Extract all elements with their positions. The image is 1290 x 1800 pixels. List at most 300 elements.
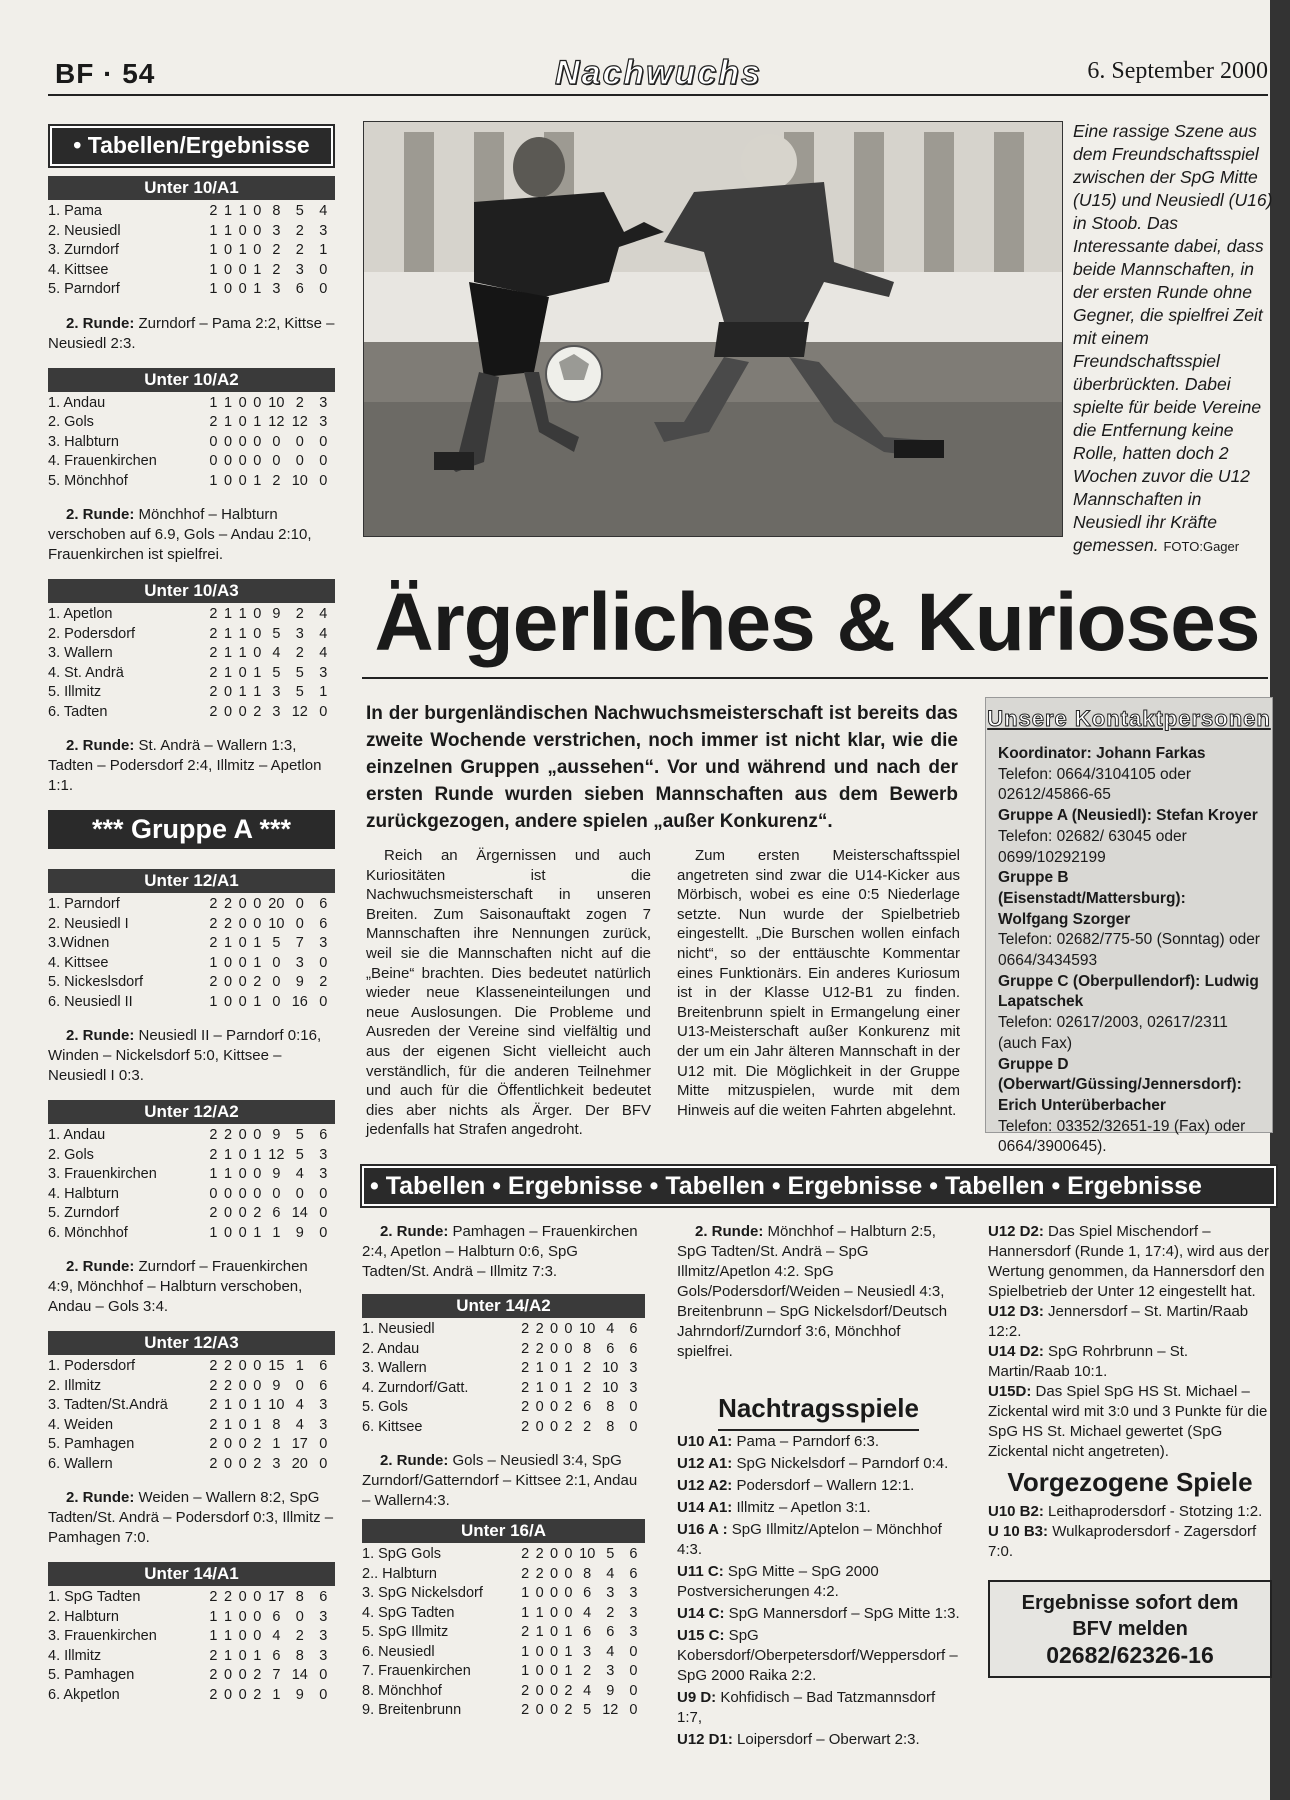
round-note	[362, 1222, 645, 1282]
round-text: Zurndorf – Pama 2:2, Kittse – Neusiedl 2:3.	[48, 314, 335, 352]
stat-cell: 3	[583, 1643, 592, 1660]
contact-entry	[998, 806, 1260, 868]
team-name: 2. Andau	[362, 1340, 420, 1357]
stat-cell: 2	[521, 1682, 530, 1699]
stat-cell: 0	[238, 1416, 247, 1433]
stat-cell: 17	[291, 1436, 308, 1452]
stat-cell: 2	[564, 1399, 573, 1415]
league-table	[48, 1357, 335, 1474]
stat-cell: 5	[295, 684, 304, 700]
contact-entry	[998, 868, 1260, 972]
nachtrag-item	[677, 1498, 960, 1518]
stat-cell: 0	[549, 1360, 559, 1376]
league-table	[48, 1126, 335, 1243]
stat-cell: 1	[209, 993, 218, 1010]
stat-cell: 0	[238, 703, 247, 720]
stat-cell: 2	[583, 1418, 592, 1435]
stat-cell: 0	[224, 1455, 233, 1472]
stat-cell: 1	[209, 222, 218, 239]
stat-cell: 2	[209, 1686, 218, 1703]
stat-cell: 0	[319, 472, 328, 489]
stat-cell: 9	[272, 1377, 281, 1394]
team-name: 4. Zurndorf/Gatt.	[362, 1379, 469, 1396]
stat-cell: 2	[319, 974, 328, 990]
stat-cell: 2	[209, 703, 218, 720]
table-row	[48, 644, 335, 664]
stat-cell: 8	[272, 203, 281, 219]
round-note	[48, 505, 335, 565]
stat-cell: 1	[224, 1416, 233, 1433]
stat-cell: 5	[295, 203, 304, 219]
stat-cell: 4	[272, 1628, 281, 1644]
stat-cell: 5	[295, 1127, 304, 1143]
stat-cell: 0	[295, 1608, 304, 1625]
stat-cell: 1	[253, 1397, 262, 1413]
item-text: Illmitz – Apetlon 3:1.	[732, 1499, 871, 1516]
table-row	[48, 1165, 335, 1185]
stat-cell: 6	[319, 1589, 328, 1605]
table-row	[48, 433, 335, 453]
league-table	[48, 202, 335, 300]
table-row	[362, 1584, 645, 1604]
stat-cell: 0	[549, 1379, 559, 1396]
stat-cell: 12	[268, 414, 285, 430]
stat-cell: 2	[224, 1377, 233, 1394]
stat-cell: 1	[253, 1146, 262, 1163]
item-label: U12 D1:	[677, 1731, 733, 1748]
round-text: St. Andrä – Wallern 1:3, Tadten – Podersdorf 2:4, Illmitz – Apetlon 1:1.	[48, 737, 322, 794]
nachtrag-item	[677, 1432, 960, 1452]
stat-cell: 0	[253, 1185, 262, 1202]
table-row	[362, 1701, 645, 1721]
team-name: 3. Frauenkirchen	[48, 1166, 157, 1182]
stat-cell: 0	[253, 645, 262, 661]
stat-cell: 10	[291, 472, 308, 489]
stat-cell: 10	[602, 1360, 619, 1376]
stat-cell: 1	[238, 242, 247, 258]
stat-cell: 1	[224, 935, 233, 951]
team-name: 1. SpG Gols	[362, 1546, 441, 1562]
vorgezogen-heading: Vorgezogene Spiele	[1007, 1467, 1253, 1497]
item-label: U16 A :	[677, 1521, 728, 1538]
table-row	[48, 452, 335, 472]
stat-cell: 1	[535, 1624, 544, 1640]
stat-cell: 5	[272, 625, 281, 642]
contact-entry	[998, 744, 1260, 806]
stat-cell: 0	[238, 993, 247, 1010]
stat-cell: 3	[319, 1647, 328, 1664]
stat-cell: 0	[319, 954, 328, 971]
stat-cell: 0	[253, 606, 262, 622]
item-text: Leithaprodersdorf - Stotzing 1:2.	[1043, 1503, 1263, 1520]
stat-cell: 0	[209, 433, 218, 450]
table-row	[362, 1379, 645, 1399]
stat-cell: 0	[564, 1340, 573, 1357]
contacts-title: Unsere Kontaktpersonen	[987, 706, 1271, 731]
team-name: 1. Neusiedl	[362, 1321, 435, 1337]
stat-cell: 3	[629, 1585, 638, 1601]
contacts-box	[985, 697, 1273, 1156]
stat-cell: 0	[224, 1224, 233, 1241]
stat-cell: 1	[295, 1358, 304, 1374]
stat-cell: 2	[253, 1455, 262, 1472]
item-label: U10 B2:	[988, 1503, 1044, 1520]
stat-cell: 0	[253, 242, 262, 258]
stat-cell: 0	[224, 1686, 233, 1703]
stat-cell: 1	[521, 1643, 530, 1660]
table-row	[48, 413, 335, 433]
stat-cell: 0	[272, 1185, 281, 1202]
stat-cell: 3	[606, 1585, 615, 1601]
caption-text: Eine rassige Szene aus dem Freundschaftsspiel zwischen der SpG Mitte (U15) und Neusiedl (U16) in Stoob. Das Interessante dabei, dass beide Mannschaften, in der ersten Runde ohne Gegner, die spielfrei Zeit mit einem Freundschaftsspiel überbrückten. Dabei spielte für beide Vereine die Entfernung keine Rolle, hatten doch 2 Wochen zuvor die U12 Mannschaften in Neusiedl ihr Kräfte gemessen.	[1073, 121, 1273, 555]
item-text: Wulkaprodersdorf - Zagersdorf 7:0.	[988, 1523, 1257, 1560]
stat-cell: 0	[319, 281, 328, 297]
stat-cell: 0	[295, 896, 304, 912]
stat-cell: 3	[272, 281, 281, 297]
stat-cell: 3	[295, 954, 304, 971]
table-row	[48, 934, 335, 954]
stat-cell: 4	[319, 606, 328, 622]
stat-cell: 0	[629, 1663, 638, 1679]
stat-cell: 0	[564, 1321, 573, 1337]
team-name: 1. Pama	[48, 203, 102, 219]
stat-cell: 3	[319, 935, 328, 951]
bfv-line-1: Ergebnisse sofort dem	[1021, 1592, 1239, 1614]
stat-cell: 2	[253, 1205, 262, 1221]
stat-cell: 1	[253, 261, 262, 278]
stat-cell: 3	[272, 684, 281, 700]
stat-cell: 1	[209, 242, 218, 258]
vorgezogen-item	[988, 1502, 1272, 1522]
item-text: Das Spiel Mischendorf – Hannersdorf (Runde 1, 17:4), wird aus der Wertung genommen, da Hannersdorf den Spielbetrieb der Unter 12 eingestellt hat.	[988, 1223, 1269, 1300]
stat-cell: 9	[272, 1166, 281, 1182]
stat-cell: 0	[535, 1585, 544, 1601]
stat-cell: 8	[295, 1647, 304, 1664]
stat-cell: 2	[295, 1628, 304, 1644]
stat-cell: 0	[535, 1399, 544, 1415]
contact-phone: Telefon: 02682/ 63045 oder 0699/10292199	[998, 827, 1187, 866]
stat-cell: 6	[583, 1624, 592, 1640]
stat-cell: 0	[224, 453, 233, 469]
table-row	[48, 1396, 335, 1416]
table-title: Unter 12/A1	[48, 869, 335, 893]
stat-cell: 1	[521, 1604, 530, 1621]
stat-cell: 2	[606, 1604, 615, 1621]
stat-cell: 0	[224, 261, 233, 278]
stat-cell: 2	[583, 1379, 592, 1396]
stat-cell: 3	[319, 1416, 328, 1433]
bottom-column-a	[362, 1222, 645, 1721]
stat-cell: 6	[629, 1340, 638, 1357]
table-row	[48, 280, 335, 300]
item-text: SpG Mitte – SpG 2000 Postversicherungen 4:2.	[677, 1563, 879, 1600]
item-text: Podersdorf – Wallern 12:1.	[732, 1477, 915, 1494]
team-name: 1. Andau	[48, 394, 106, 411]
nachtrag-item	[677, 1476, 960, 1496]
stat-cell: 1	[564, 1379, 573, 1396]
stat-cell: 0	[549, 1321, 559, 1337]
nachtrag-heading-text: Nachtragsspiele	[718, 1393, 919, 1431]
stat-cell: 2	[295, 394, 304, 411]
stat-cell: 0	[564, 1585, 573, 1601]
league-table	[48, 605, 335, 722]
photo-credit: FOTO:Gager	[1163, 539, 1240, 554]
stat-cell: 12	[291, 414, 308, 430]
item-label: U12 A2:	[677, 1477, 733, 1494]
banner-text: • Tabellen • Ergebnisse • Tabellen • Ergebnisse • Tabellen • Ergebnisse	[370, 1172, 1202, 1200]
stat-cell: 0	[224, 281, 233, 297]
stat-cell: 0	[238, 1224, 247, 1241]
stat-cell: 2	[521, 1399, 530, 1415]
item-label: U15 C:	[677, 1627, 725, 1644]
team-name: 4. Illmitz	[48, 1647, 102, 1664]
stat-cell: 0	[272, 974, 281, 990]
stat-cell: 3	[629, 1379, 638, 1396]
team-name: 6. Akpetlon	[48, 1686, 120, 1703]
table-title: Unter 10/A3	[48, 579, 335, 603]
round-label: 2. Runde:	[380, 1223, 449, 1240]
stat-cell: 0	[224, 703, 233, 720]
item-text: SpG Kobersdorf/Oberpetersdorf/Weppersdorf – SpG 2000 Raika 2:2.	[677, 1627, 958, 1684]
table-row	[48, 993, 335, 1013]
stat-cell: 0	[253, 222, 262, 239]
article-lead: In der burgenländischen Nachwuchsmeisterschaft ist bereits das zweite Wochende verstrichen, noch immer ist nicht klar, wie die einzelnen Gruppen „aussehen“. Vor und während und nach der ersten Runde wurden sieben Mannschaften aus dem Bewerb zurückgezogen, andere spielen „außer Konkurenz“.	[366, 703, 958, 832]
team-name: 4. Frauenkirchen	[48, 453, 157, 469]
stat-cell: 0	[253, 1589, 262, 1605]
stat-cell: 0	[549, 1565, 559, 1582]
table-row	[48, 1126, 335, 1146]
round-label: 2. Runde:	[66, 1027, 135, 1044]
table-title: Unter 16/A	[362, 1519, 645, 1543]
table-row	[362, 1604, 645, 1624]
stat-cell: 7	[272, 1667, 281, 1683]
stat-cell: 0	[629, 1643, 638, 1660]
stat-cell: 3	[629, 1624, 638, 1640]
table-u14-a2	[362, 1294, 645, 1437]
stat-cell: 2	[272, 261, 281, 278]
stat-cell: 0	[238, 281, 247, 297]
stat-cell: 2	[521, 1546, 530, 1562]
team-name: 3. Halbturn	[48, 433, 119, 450]
stat-cell: 2	[209, 1416, 218, 1433]
stat-cell: 0	[238, 1358, 247, 1374]
stat-cell: 14	[291, 1667, 308, 1683]
stat-cell: 0	[535, 1682, 544, 1699]
stat-cell: 0	[238, 954, 247, 971]
team-name: 1. Podersdorf	[48, 1358, 136, 1374]
stat-cell: 12	[268, 1146, 285, 1163]
photo-graphic	[364, 122, 1062, 536]
table-row	[48, 1627, 335, 1647]
stat-cell: 6	[629, 1321, 638, 1337]
table-row	[48, 1146, 335, 1166]
results-banner	[362, 1166, 1276, 1206]
stat-cell: 3	[319, 1608, 328, 1625]
stat-cell: 1	[319, 684, 328, 700]
round-label: 2. Runde:	[66, 1489, 135, 1506]
stat-cell: 3	[606, 1663, 615, 1679]
stat-cell: 12	[602, 1702, 619, 1718]
table-row	[48, 683, 335, 703]
stat-cell: 0	[224, 954, 233, 971]
stat-cell: 0	[319, 1455, 328, 1472]
stat-cell: 1	[238, 203, 247, 219]
stat-cell: 4	[295, 1397, 304, 1413]
stat-cell: 2	[209, 1667, 218, 1683]
stat-cell: 6	[319, 915, 328, 932]
table-title: Unter 12/A2	[48, 1100, 335, 1124]
stat-cell: 3	[295, 625, 304, 642]
stat-cell: 1	[238, 684, 247, 700]
table-row	[362, 1340, 645, 1360]
item-label: U10 A1:	[677, 1433, 733, 1450]
team-name: 9. Breitenbrunn	[362, 1702, 462, 1718]
stat-cell: 2	[272, 472, 281, 489]
item-text: SpG Mannersdorf – SpG Mitte 1:3.	[724, 1605, 960, 1622]
table-u16-a	[362, 1519, 645, 1721]
contact-person: Gruppe A (Neusiedl): Stefan Kroyer	[998, 807, 1258, 825]
stat-cell: 0	[238, 974, 247, 990]
stat-cell: 0	[238, 1146, 247, 1163]
round-note	[677, 1222, 960, 1362]
stat-cell: 10	[268, 915, 285, 932]
article-headline: Ärgerliches & Kurioses	[374, 577, 1260, 668]
table-row	[48, 1416, 335, 1436]
stat-cell: 2	[253, 974, 262, 990]
nachtrag-heading	[677, 1393, 960, 1423]
left-tables	[48, 176, 335, 1705]
stat-cell: 2	[564, 1682, 573, 1699]
team-name: 4. St. Andrä	[48, 664, 124, 681]
stat-cell: 0	[224, 1185, 233, 1202]
team-name: 6. Wallern	[48, 1455, 113, 1472]
stat-cell: 2	[209, 1647, 218, 1664]
stat-cell: 0	[629, 1399, 638, 1415]
stat-cell: 9	[295, 1686, 304, 1703]
stat-cell: 1	[224, 1166, 233, 1182]
stat-cell: 8	[272, 1416, 281, 1433]
stat-cell: 0	[535, 1702, 544, 1718]
stat-cell: 9	[272, 606, 281, 622]
stat-cell: 0	[253, 1166, 262, 1182]
team-name: 2. Neusiedl	[48, 222, 121, 239]
table-row	[48, 625, 335, 645]
stat-cell: 0	[209, 1185, 218, 1202]
stat-cell: 2	[295, 645, 304, 661]
contact-entry	[998, 972, 1260, 1055]
stat-cell: 6	[629, 1546, 638, 1562]
stat-cell: 0	[253, 203, 262, 219]
bottom-column-c	[988, 1222, 1272, 1678]
photo-caption	[1073, 120, 1273, 558]
item-text: Jennersdorf – St. Martin/Raab 12:2.	[988, 1303, 1249, 1340]
table-row	[48, 915, 335, 935]
stat-cell: 2	[209, 1146, 218, 1163]
stat-cell: 0	[224, 1205, 233, 1221]
stat-cell: 0	[224, 993, 233, 1010]
page-edge	[1270, 0, 1290, 1800]
vorgezogen-item	[988, 1522, 1272, 1562]
stat-cell: 1	[253, 1224, 262, 1241]
round-label: 2. Runde:	[66, 1258, 135, 1275]
stat-cell: 0	[238, 1686, 247, 1703]
stat-cell: 0	[319, 1667, 328, 1683]
round-text: Mönchhof – Halbturn verschoben auf 6.9, Gols – Andau 2:10, Frauenkirchen ist spielfrei.	[48, 506, 312, 563]
stat-cell: 1	[209, 954, 218, 971]
stat-cell: 0	[549, 1702, 559, 1718]
stat-cell: 2	[224, 1358, 233, 1374]
stat-cell: 1	[535, 1604, 544, 1621]
stat-cell: 2	[209, 606, 218, 622]
round-text: Zurndorf – Frauenkirchen 4:9, Mönchhof – Halbturn verschoben, Andau – Gols 3:4.	[48, 1258, 308, 1315]
stat-cell: 0	[238, 1127, 247, 1143]
stat-cell: 8	[295, 1589, 304, 1605]
stat-cell: 2	[521, 1360, 530, 1376]
table-row	[48, 703, 335, 723]
stat-cell: 6	[319, 1358, 328, 1374]
item-text: Pama – Parndorf 6:3.	[732, 1433, 880, 1450]
stat-cell: 16	[291, 993, 308, 1010]
stat-cell: 0	[564, 1565, 573, 1582]
stat-cell: 0	[238, 1628, 247, 1644]
stat-cell: 1	[224, 1608, 233, 1625]
table-row	[362, 1643, 645, 1663]
stat-cell: 2	[272, 242, 281, 258]
team-name: 2. Illmitz	[48, 1377, 102, 1394]
stat-cell: 0	[238, 1455, 247, 1472]
league-table	[48, 895, 335, 1012]
stat-cell: 6	[606, 1624, 615, 1640]
stat-cell: 2	[521, 1379, 530, 1396]
stat-cell: 2	[209, 1205, 218, 1221]
team-name: 2. Halbturn	[48, 1608, 119, 1625]
stat-cell: 4	[319, 645, 328, 661]
table-row	[362, 1565, 645, 1585]
table-row	[48, 1666, 335, 1686]
stat-cell: 1	[224, 645, 233, 661]
table-row	[48, 222, 335, 242]
table-title: Unter 14/A1	[48, 1562, 335, 1586]
table-row	[362, 1359, 645, 1379]
stat-cell: 1	[564, 1360, 573, 1376]
stat-cell: 1	[253, 472, 262, 489]
stat-cell: 20	[268, 896, 285, 912]
team-name: 3. Tadten/St.Andrä	[48, 1397, 168, 1413]
team-name: 5. Pamhagen	[48, 1436, 135, 1452]
stat-cell: 1	[209, 472, 218, 489]
stat-cell: 0	[295, 1185, 304, 1202]
item-label: U12 D2:	[988, 1223, 1044, 1240]
stat-cell: 1	[564, 1643, 573, 1660]
stat-cell: 4	[272, 645, 281, 661]
stat-cell: 2	[535, 1340, 544, 1357]
item-text: Kohfidisch – Bad Tatzmannsdorf 1:7,	[677, 1689, 936, 1726]
round-note	[48, 1257, 335, 1317]
stat-cell: 14	[291, 1205, 308, 1221]
stat-cell: 4	[606, 1321, 615, 1337]
stat-cell: 10	[602, 1379, 619, 1396]
stat-cell: 10	[268, 394, 285, 411]
table-row	[48, 1588, 335, 1608]
stat-cell: 1	[209, 281, 218, 297]
stat-cell: 0	[535, 1643, 544, 1660]
stat-cell: 1	[521, 1663, 530, 1679]
stat-cell: 0	[272, 453, 281, 469]
team-name: 3. SpG Nickelsdorf	[362, 1585, 483, 1601]
stat-cell: 4	[606, 1643, 615, 1660]
stat-cell: 1	[535, 1360, 544, 1376]
table-row	[48, 1357, 335, 1377]
